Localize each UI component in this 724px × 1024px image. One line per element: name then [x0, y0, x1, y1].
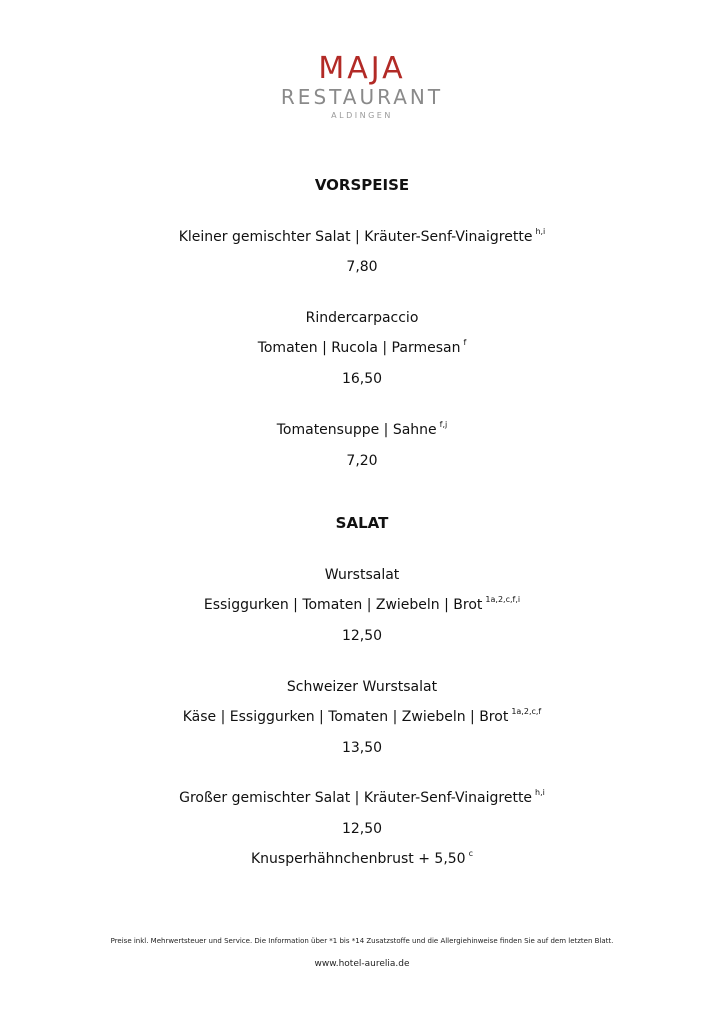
allergen-note: f,j [439, 420, 448, 429]
menu-item-description: Kleiner gemischter Salat | Kräuter-Senf-Vinaigrette $^{h,i}$ [178, 227, 546, 245]
menu-item-price: 7,80 [346, 259, 378, 275]
logo-subtitle: RESTAURANT [280, 85, 444, 109]
restaurant-logo [0, 52, 724, 122]
menu-item-description: Tomatensuppe | Sahne $^{f,j}$ [276, 420, 448, 438]
menu-item-price: 7,20 [346, 453, 378, 469]
menu-item-extra: Knusperhähnchenbrust + 5,50 $^c$ [251, 849, 473, 867]
menu-item-description: Großer gemischter Salat | Kräuter-Senf-Vinaigrette $^{h,i}$ [179, 788, 545, 806]
menu-item-price: 12,50 [341, 821, 383, 837]
menu-item-description: Essiggurken | Tomaten | Zwiebeln | Brot $^{1a,2,c,f,i}$ [203, 595, 521, 613]
allergen-note: 1a,2,c,f [511, 707, 542, 716]
menu-item-price: 13,50 [341, 740, 383, 756]
logo-name: MAJA [318, 51, 406, 86]
allergen-note: 1a,2,c,f,i [485, 595, 521, 604]
menu-item-name: Schweizer Wurstsalat [286, 679, 438, 695]
footer-note: Preise inkl. Mehrwertsteuer und Service. Die Information über *1 bis *14 Zusatzstoffe und die Allergiehinweise finden Sie auf dem letzten Blatt. [110, 937, 614, 945]
menu-item-price: 12,50 [341, 628, 383, 644]
allergen-note: h,i [535, 788, 545, 797]
menu-item-price: 16,50 [341, 371, 383, 387]
menu-item-name: Rindercarpaccio [305, 310, 419, 326]
allergen-note: h,i [535, 227, 546, 236]
menu-item-description: Tomaten | Rucola | Parmesan $^f$ [257, 338, 467, 356]
section-title-starters: VORSPEISE [314, 176, 410, 194]
allergen-note: f [463, 338, 467, 347]
section-title-salads: SALAT [335, 514, 389, 532]
logo-place: ALDINGEN [331, 111, 393, 120]
allergen-note: c [468, 849, 473, 858]
menu-item-name: Wurstsalat [324, 567, 400, 583]
menu-item-description: Käse | Essiggurken | Tomaten | Zwiebeln | Brot $^{1a,2,c,f}$ [182, 707, 542, 725]
footer-url[interactable]: www.hotel-aurelia.de [314, 959, 410, 969]
